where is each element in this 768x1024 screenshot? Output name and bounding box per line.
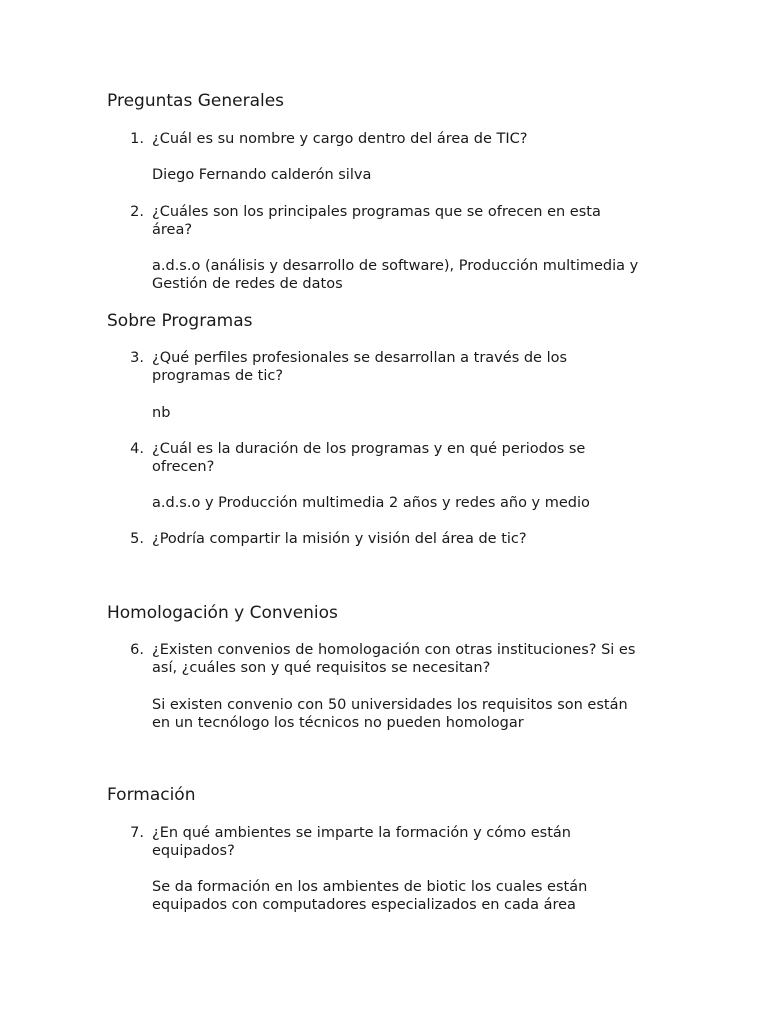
item-number-6: 6. [130, 642, 144, 658]
section-heading-preguntas-generales: Preguntas Generales [107, 91, 285, 111]
item-number-3: 3. [130, 350, 144, 366]
question-3: ¿Qué perfiles profesionales se desarrollan a través de los programas de tic? [152, 350, 568, 384]
item-number-1: 1. [130, 131, 144, 147]
section-heading-formacion: Formación [107, 785, 196, 805]
question-5: ¿Podría compartir la misión y visión del área de tic? [152, 531, 527, 547]
answer-1: Diego Fernando calderón silva [152, 167, 372, 183]
question-2: ¿Cuáles son los principales programas que se ofrecen en esta área? [152, 204, 601, 238]
answer-7: Se da formación en los ambientes de biotic los cuales están equipados con computadores especializados en cada área [152, 879, 588, 913]
question-6: ¿Existen convenios de homologación con otras instituciones? Si es así, ¿cuáles son y qué requisitos se necesitan? [152, 642, 636, 676]
answer-4: a.d.s.o y Producción multimedia 2 años y redes año y medio [152, 495, 590, 511]
answer-3: nb [152, 405, 171, 421]
item-number-4: 4. [130, 441, 144, 457]
question-4: ¿Cuál es la duración de los programas y en qué periodos se ofrecen? [152, 441, 586, 475]
answer-6: Si existen convenio con 50 universidades los requisitos son están en un tecnólogo los técnicos no pueden homologar [152, 697, 628, 731]
question-7: ¿En qué ambientes se imparte la formación y cómo están equipados? [152, 825, 571, 859]
item-number-7: 7. [130, 825, 144, 841]
section-heading-homologacion: Homologación y Convenios [107, 603, 338, 623]
item-number-5: 5. [130, 531, 144, 547]
section-heading-sobre-programas: Sobre Programas [107, 311, 253, 331]
question-1: ¿Cuál es su nombre y cargo dentro del área de TIC? [152, 131, 528, 147]
answer-2: a.d.s.o (análisis y desarrollo de software), Producción multimedia y Gestión de redes de datos [152, 258, 639, 292]
item-number-2: 2. [130, 204, 144, 220]
